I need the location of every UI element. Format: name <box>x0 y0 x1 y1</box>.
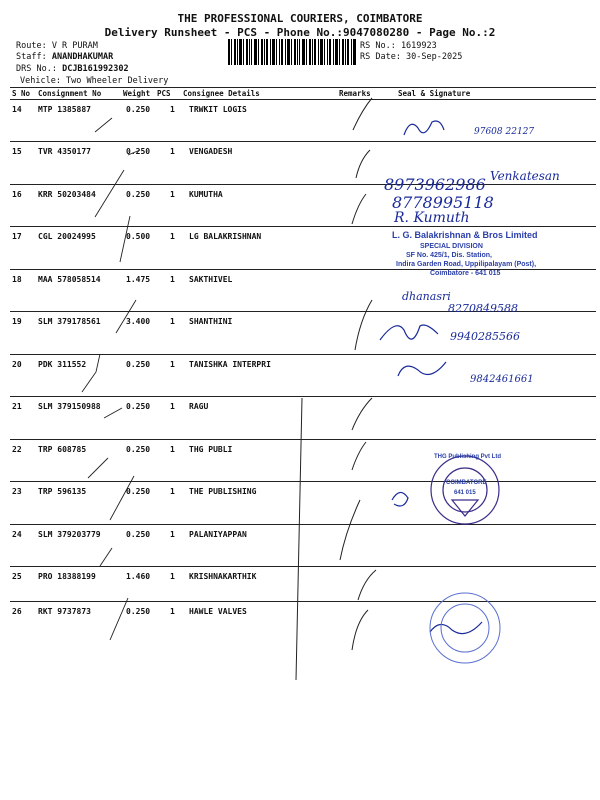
row-weight: 3.400 <box>126 317 151 326</box>
row-consignment: SLM 379178561 <box>38 317 101 326</box>
row-sno: 15 <box>12 147 22 156</box>
table-row <box>10 141 596 184</box>
signature-phone-15: 8973962986 <box>384 175 486 194</box>
row-sno: 20 <box>12 360 22 369</box>
row-consignee: LG BALAKRISHNAN <box>189 232 262 241</box>
row-sno: 25 <box>12 572 22 581</box>
row-weight: 0.250 <box>126 190 151 199</box>
row-weight: 0.250 <box>126 530 151 539</box>
row-consignee: SHANTHINI <box>189 317 233 326</box>
col-signature: Seal & Signature <box>398 89 471 98</box>
runsheet-subtitle: Delivery Runsheet - PCS - Phone No.:9047080280 - Page No.:2 <box>104 26 496 39</box>
signature-phone-19: 9940285566 <box>450 330 520 343</box>
route-label: Route: V R PURAM <box>16 41 98 51</box>
row-weight: 0.250 <box>126 360 151 369</box>
col-remarks: Remarks <box>339 89 371 98</box>
row-pcs: 1 <box>170 530 175 539</box>
row-consignee: KRISHNAKARTHIK <box>189 572 257 581</box>
row-sno: 26 <box>12 607 22 616</box>
drs-number: DCJB161992302 <box>62 64 129 74</box>
row-pcs: 1 <box>170 147 175 156</box>
svg-text:SPECIAL DIVISION: SPECIAL DIVISION <box>420 243 483 250</box>
signature-name-18: dhanasri <box>402 290 451 303</box>
row-consignee: THG PUBLI <box>189 445 233 454</box>
table-row <box>10 99 596 142</box>
row-consignment: MTP 1385887 <box>38 105 91 114</box>
table-row <box>10 354 596 397</box>
table-row <box>10 396 596 439</box>
table-row <box>10 601 596 644</box>
row-consignee: TRWKIT LOGIS <box>189 105 247 114</box>
row-weight: 0.250 <box>126 487 151 496</box>
table-header <box>10 88 596 99</box>
signature-phone-18: 8270849588 <box>448 302 518 315</box>
barcode <box>228 39 356 65</box>
thg-seal-text: THG Publishing Pvt Ltd <box>434 454 501 460</box>
col-consignee: Consignee Details <box>183 89 260 98</box>
row-weight: 0.250 <box>126 147 151 156</box>
table-row <box>10 311 596 354</box>
col-pcs: PCS <box>157 89 171 98</box>
row-sno: 21 <box>12 402 22 411</box>
row-sno: 17 <box>12 232 22 241</box>
table-row <box>10 439 596 482</box>
row-sno: 22 <box>12 445 22 454</box>
row-sno: 18 <box>12 275 22 284</box>
row-pcs: 1 <box>170 402 175 411</box>
vehicle-label: Vehicle: Two Wheeler Delivery <box>20 76 169 86</box>
row-weight: 0.250 <box>126 607 151 616</box>
svg-text:Indira Garden Road, Uppilipala: Indira Garden Road, Uppilipalayam (Post), <box>396 261 537 268</box>
row-pcs: 1 <box>170 445 175 454</box>
row-consignment: PDK 311552 <box>38 360 87 369</box>
row-consignee: TANISHKA INTERPRI <box>189 360 271 369</box>
row-consignment: TRP 596135 <box>38 487 87 496</box>
row-consignment: TVR 4350177 <box>38 147 91 156</box>
drs-label: DRS No.: <box>16 64 57 74</box>
row-consignment: KRR 50203484 <box>38 190 96 199</box>
signature-number-14: 97608 22127 <box>474 127 535 137</box>
staff-line <box>16 52 113 62</box>
table-row <box>10 524 596 567</box>
row-pcs: 1 <box>170 572 175 581</box>
row-weight: 0.250 <box>126 402 151 411</box>
row-weight: 1.460 <box>126 572 151 581</box>
drs-line <box>16 64 129 74</box>
company-title: THE PROFESSIONAL COURIERS, COIMBATORE <box>177 12 423 25</box>
col-consignment: Consignment No <box>38 89 102 98</box>
row-weight: 0.250 <box>126 445 151 454</box>
row-sno: 16 <box>12 190 22 199</box>
signature-phone-20: 9842461661 <box>470 374 534 385</box>
row-consignment: SLM 379150988 <box>38 402 101 411</box>
row-consignment: CGL 20024995 <box>38 232 96 241</box>
staff-label: Staff: <box>16 52 47 62</box>
row-consignee: SAKTHIVEL <box>189 275 233 284</box>
row-pcs: 1 <box>170 607 175 616</box>
signature-phone-16: 8778995118 <box>392 193 494 212</box>
row-consignee: PALANIYAPPAN <box>189 530 247 539</box>
col-sno: S No <box>12 89 31 98</box>
col-weight: Weight <box>123 89 151 98</box>
table-row <box>10 269 596 312</box>
row-sno: 24 <box>12 530 22 539</box>
row-pcs: 1 <box>170 232 175 241</box>
signature-name-15: Venkatesan <box>490 169 560 183</box>
row-sno: 23 <box>12 487 22 496</box>
row-pcs: 1 <box>170 317 175 326</box>
row-pcs: 1 <box>170 190 175 199</box>
row-weight: 0.250 <box>126 105 151 114</box>
row-consignment: SLM 379203779 <box>38 530 101 539</box>
row-pcs: 1 <box>170 360 175 369</box>
row-weight: 0.500 <box>126 232 151 241</box>
row-consignee: THE PUBLISHING <box>189 487 257 496</box>
row-sno: 14 <box>12 105 22 114</box>
row-pcs: 1 <box>170 487 175 496</box>
row-consignment: PRO 18388199 <box>38 572 96 581</box>
row-consignment: TRP 608785 <box>38 445 87 454</box>
row-consignment: RKT 9737873 <box>38 607 91 616</box>
svg-text:Coimbatore - 641 015: Coimbatore - 641 015 <box>430 270 501 277</box>
row-pcs: 1 <box>170 275 175 284</box>
thg-seal-city: COIMBATORE <box>446 480 487 486</box>
table-row <box>10 481 596 524</box>
row-consignee: VENGADESH <box>189 147 233 156</box>
row-sno: 19 <box>12 317 22 326</box>
row-consignee: KUMUTHA <box>189 190 223 199</box>
rs-number: RS No.: 1619923 <box>360 41 437 51</box>
row-consignee: RAGU <box>189 402 209 411</box>
table-row <box>10 226 596 269</box>
row-pcs: 1 <box>170 105 175 114</box>
table-row <box>10 184 596 227</box>
row-consignee: HAWLE VALVES <box>189 607 247 616</box>
signature-name-16: R. Kumuth <box>394 210 470 226</box>
svg-text:SF No. 425/1, Dis. Station,: SF No. 425/1, Dis. Station, <box>406 252 492 259</box>
row-consignment: MAA 578058514 <box>38 275 101 284</box>
rs-date: RS Date: 30-Sep-2025 <box>360 52 463 62</box>
thg-seal-pin: 641 015 <box>454 490 476 496</box>
staff-name: ANANDHAKUMAR <box>51 52 114 62</box>
svg-text:L. G. Balakrishnan & Bros Limi: L. G. Balakrishnan & Bros Limited <box>392 230 538 240</box>
row-weight: 1.475 <box>126 275 151 284</box>
